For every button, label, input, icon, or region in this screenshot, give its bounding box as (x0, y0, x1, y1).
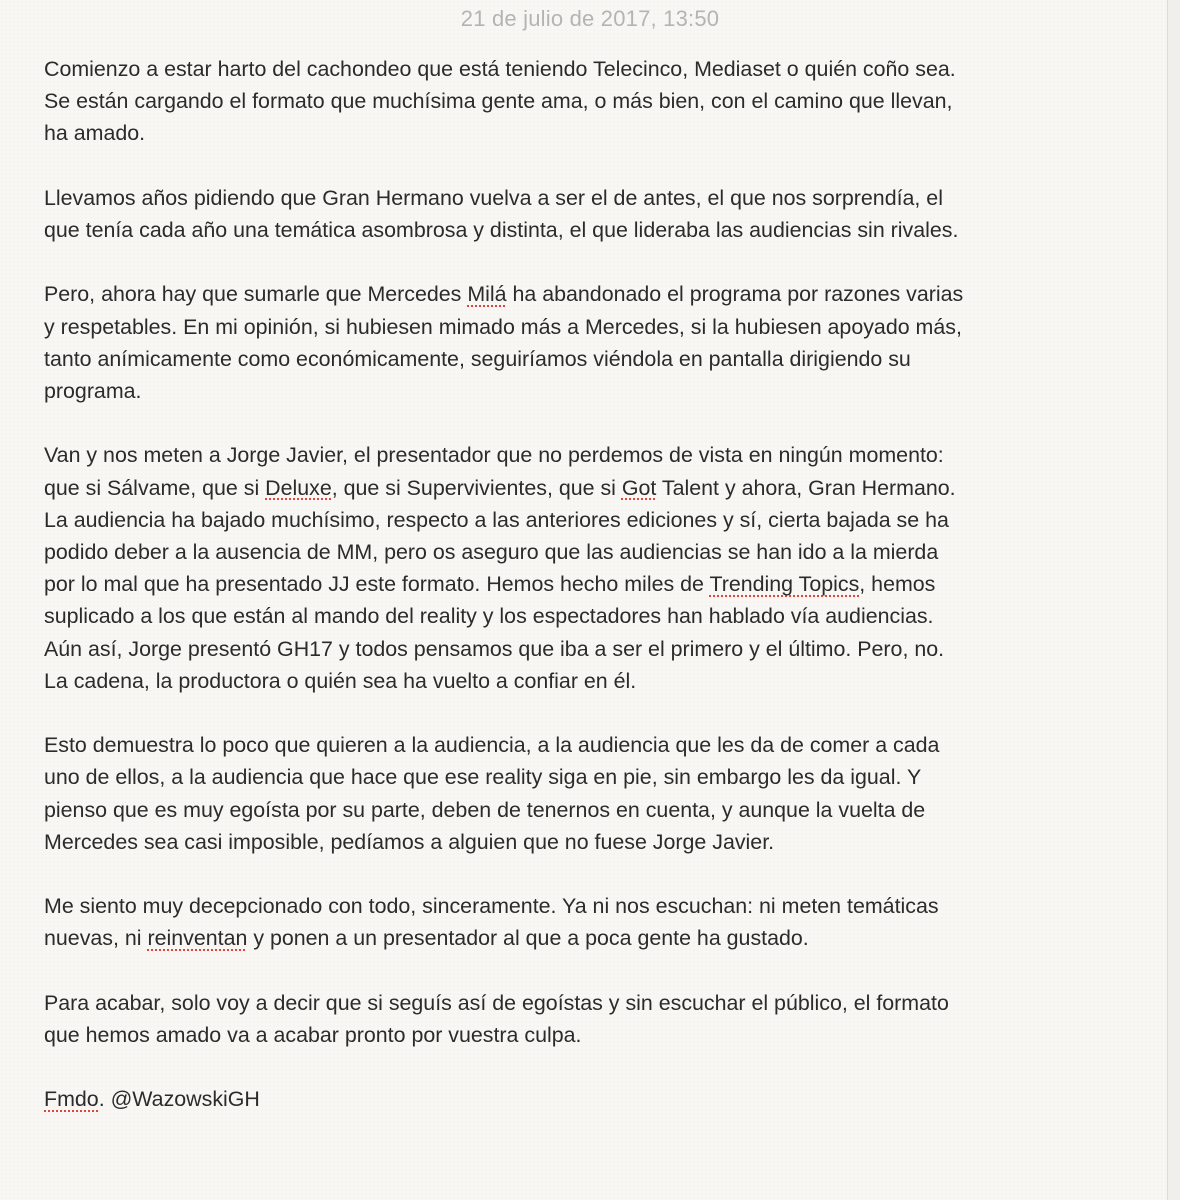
note-paragraph (44, 729, 1154, 858)
text-line (44, 504, 1154, 536)
text-line (44, 536, 1154, 568)
text-line (44, 85, 1154, 117)
text-run: que si Sálvame, que si (44, 475, 266, 500)
misspelled-word: Deluxe (265, 475, 332, 500)
vertical-scrollbar[interactable] (1167, 0, 1180, 1200)
text-run: Mercedes sea casi imposible, pedíamos a alguien que no fuese Jorge Javier. (44, 829, 775, 854)
misspelled-word: Trending Topics (709, 572, 860, 597)
text-run: que hemos amado va a acabar pronto por vuestra culpa. (44, 1023, 582, 1047)
text-run: podido deber a la ausencia de MM, pero os aseguro que las audiencias se han ido a la mierda (44, 540, 939, 564)
misspelled-word: Milá (467, 282, 507, 307)
misspelled-word: reinventan (147, 926, 248, 951)
note-paragraph (44, 278, 1154, 407)
note-body-text[interactable] (44, 53, 1154, 1148)
note-paragraph (44, 182, 1154, 246)
misspelled-word: Fmdo (44, 1087, 99, 1112)
note-paragraph (44, 890, 1154, 954)
text-run: Esto demuestra lo poco que quieren a la audiencia, a la audiencia que les da de comer a cada (44, 733, 940, 758)
text-line (44, 568, 1154, 600)
text-run: y respetables. En mi opinión, si hubiesen mimado más a Mercedes, si la hubiesen apoyado más, (44, 314, 962, 339)
text-run: Comienzo a estar harto del cachondeo que está teniendo Telecinco, Mediaset o quién coño sea. (44, 57, 956, 81)
text-line (44, 890, 1154, 922)
text-line (44, 182, 1154, 214)
text-run: Llevamos años pidiendo que Gran Hermano vuelva a ser el de antes, el que nos sorprendía, el (44, 185, 943, 210)
text-run: pienso que es muy egoísta por su parte, deben de tenernos en cuenta, y aunque la vuelta de (44, 797, 926, 822)
text-run: Se están cargando el formato que muchísima gente ama, o más bien, con el camino que llevan, (44, 89, 953, 114)
text-line (44, 665, 1154, 697)
text-line (44, 922, 1154, 954)
text-line (44, 439, 1154, 471)
text-line (44, 729, 1154, 761)
misspelled-word: Got (621, 475, 657, 500)
text-run: . @WazowskiGH (98, 1087, 260, 1112)
text-line (44, 278, 1154, 310)
text-line (44, 375, 1154, 407)
text-line (44, 794, 1154, 826)
text-line (44, 117, 1154, 149)
text-run: y ponen a un presentador al que a poca gente ha gustado. (247, 926, 809, 951)
text-run: Aún así, Jorge presentó GH17 y todos pensamos que iba a ser el primero y el último. Pero, no. (44, 636, 945, 661)
text-line (44, 1019, 1154, 1051)
text-line (44, 311, 1154, 343)
text-line (44, 600, 1154, 632)
text-run: , hemos (859, 572, 936, 597)
text-line (44, 214, 1154, 246)
note-timestamp: 21 de julio de 2017, 13:50 (460, 6, 720, 31)
note-paragraph (44, 1083, 1154, 1115)
text-run: programa. (44, 379, 142, 403)
text-run: La audiencia ha bajado muchísimo, respecto a las anteriores ediciones y sí, cierta bajada se ha (44, 507, 949, 532)
text-run: ha abandonado el programa por razones varias (506, 282, 964, 307)
note-paragraph (44, 439, 1154, 697)
text-line (44, 761, 1154, 793)
text-line (44, 1083, 1154, 1115)
text-run: Van y nos meten a Jorge Javier, el presentador que no perdemos de vista en ningún momento: (44, 443, 944, 468)
text-run: , que si Supervivientes, que si (331, 475, 622, 500)
text-run: La cadena, la productora o quién sea ha vuelto a confiar en él. (44, 668, 637, 693)
text-run: Talent y ahora, Gran Hermano. (656, 475, 956, 500)
text-run: Me siento muy decepcionado con todo, sinceramente. Ya ni nos escuchan: ni meten temáticas (44, 894, 939, 919)
text-run: tanto anímicamente como económicamente, seguiríamos viéndola en pantalla dirigiendo su (44, 346, 911, 371)
text-line (44, 633, 1154, 665)
text-line (44, 53, 1154, 85)
text-run: ha amado. (44, 121, 146, 146)
note-paragraph (44, 53, 1154, 150)
text-run: suplicado a los que están al mando del reality y los espectadores han hablado vía audiencias. (44, 604, 934, 629)
text-line (44, 472, 1154, 504)
text-run: Para acabar, solo voy a decir que si seguís así de egoístas y sin escuchar el público, el formato (44, 990, 949, 1015)
note-paragraph (44, 987, 1154, 1051)
text-run: nuevas, ni (44, 926, 148, 951)
text-line (44, 826, 1154, 858)
text-run: uno de ellos, a la audiencia que hace que ese reality siga en pie, sin embargo les da igual. Y (44, 765, 922, 790)
text-line (44, 343, 1154, 375)
text-run: que tenía cada año una temática asombrosa y distinta, el que lideraba las audiencias sin rivales. (44, 218, 959, 242)
text-run: por lo mal que ha presentado JJ este formato. Hemos hecho miles de (44, 572, 710, 597)
text-run: Pero, ahora hay que sumarle que Mercedes (44, 282, 468, 307)
text-line (44, 987, 1154, 1019)
